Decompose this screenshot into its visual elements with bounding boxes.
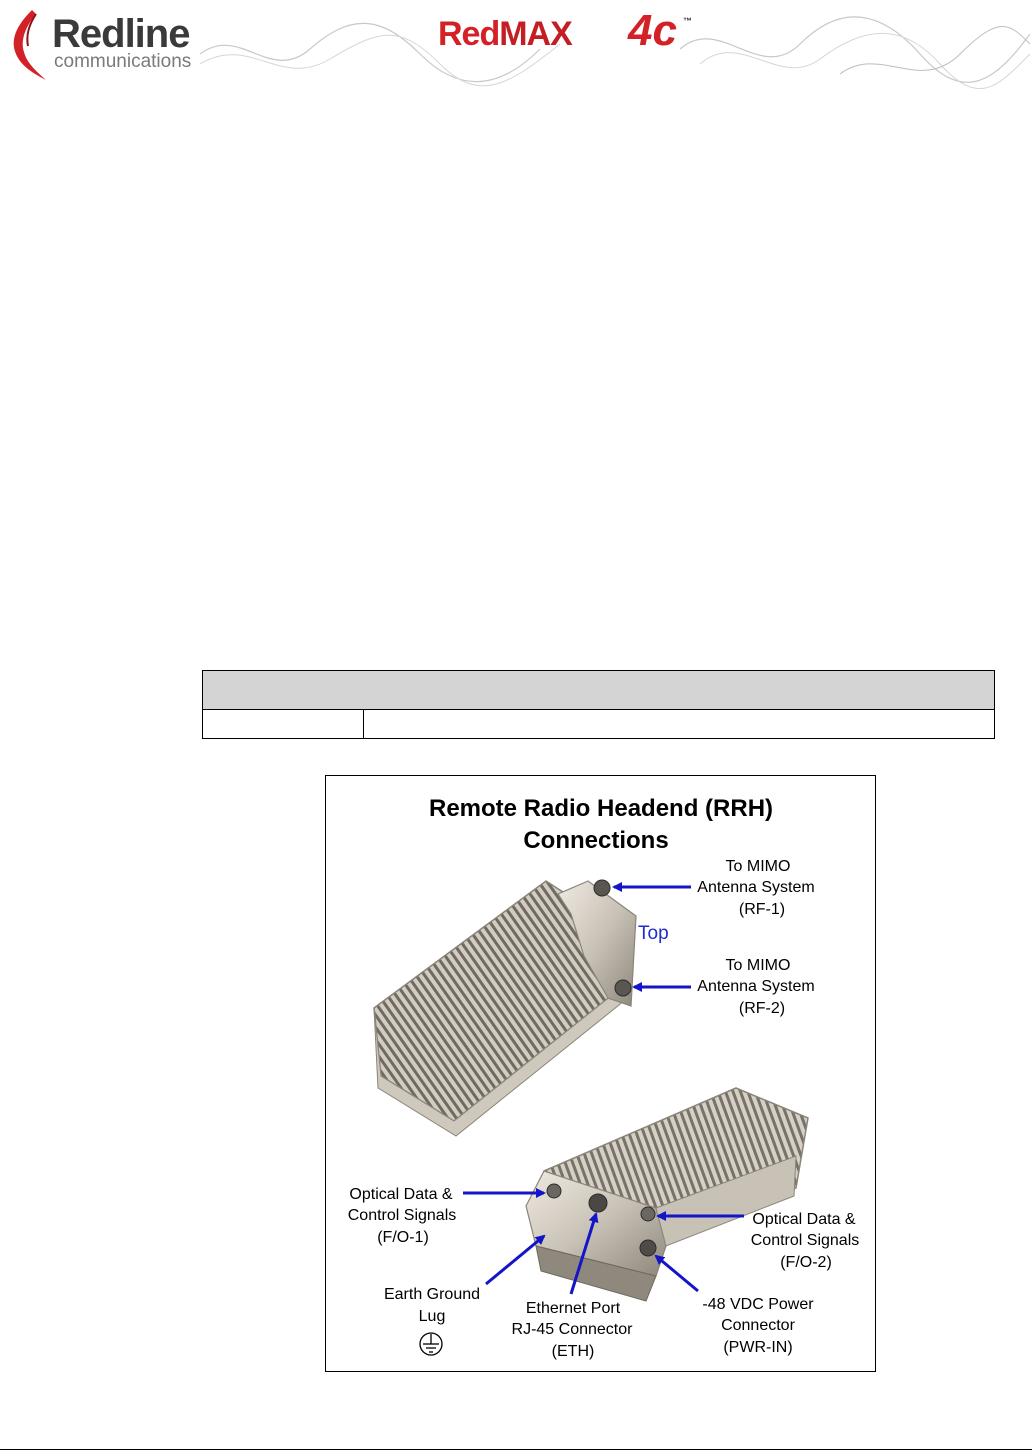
fo2-label-line3: (F/O-2) bbox=[780, 1254, 832, 1271]
figure-title-line1: Remote Radio Headend (RRH) bbox=[428, 795, 774, 822]
product-name: RedMAX bbox=[438, 15, 572, 53]
rrh-unit-top-view bbox=[374, 880, 636, 1136]
pwr-label-line2: Connector bbox=[721, 1317, 795, 1334]
rf1-label-line1: To MIMO bbox=[725, 858, 791, 875]
fo2-label-line1: Optical Data & bbox=[752, 1211, 856, 1228]
fo1-label-line2: Control Signals bbox=[347, 1207, 457, 1224]
header-wave-decoration bbox=[200, 4, 1030, 94]
figure-caption-table bbox=[202, 670, 995, 739]
rf1-label-line2: Antenna System bbox=[697, 879, 815, 896]
pwr-label-line1: -48 VDC Power bbox=[702, 1296, 814, 1313]
product-suffix: 4c bbox=[628, 6, 677, 55]
footer-rule bbox=[0, 1449, 1032, 1450]
rf2-label-line2: Antenna System bbox=[697, 978, 815, 995]
figure-title-line2: Connections bbox=[523, 827, 669, 854]
earth-ground-icon bbox=[420, 1333, 442, 1355]
fo1-label-line3: (F/O-1) bbox=[377, 1229, 429, 1246]
table-cell-value bbox=[364, 710, 995, 739]
fo1-label-line1: Optical Data & bbox=[349, 1186, 453, 1203]
eth-label-line2: RJ-45 Connector bbox=[511, 1321, 633, 1338]
pwr-arrow bbox=[656, 1256, 698, 1291]
rf2-label-line3: (RF-2) bbox=[738, 1000, 786, 1017]
rrh-unit-bottom-view bbox=[526, 1088, 808, 1301]
rrh-diagram bbox=[326, 776, 875, 1371]
table-header-cell bbox=[203, 671, 995, 710]
ground-label-line2: Lug bbox=[418, 1308, 446, 1325]
eth-label-line3: (ETH) bbox=[551, 1343, 595, 1360]
top-label: Top bbox=[638, 923, 669, 944]
rf1-label-line3: (RF-1) bbox=[738, 901, 786, 918]
company-name: Redline bbox=[52, 12, 190, 56]
trademark-symbol: ™ bbox=[683, 16, 692, 26]
ground-arrow bbox=[486, 1236, 544, 1284]
company-subtitle: communications bbox=[54, 51, 192, 72]
pwr-label-line3: (PWR-IN) bbox=[723, 1339, 793, 1356]
rrh-connections-figure bbox=[325, 775, 876, 1372]
redline-logo-mark bbox=[6, 8, 50, 82]
rf2-label-line1: To MIMO bbox=[725, 957, 791, 974]
ground-label-line1: Earth Ground bbox=[383, 1286, 481, 1303]
fo2-label-line2: Control Signals bbox=[750, 1232, 860, 1249]
eth-label-line1: Ethernet Port bbox=[525, 1300, 621, 1317]
table-cell-label bbox=[203, 710, 364, 739]
